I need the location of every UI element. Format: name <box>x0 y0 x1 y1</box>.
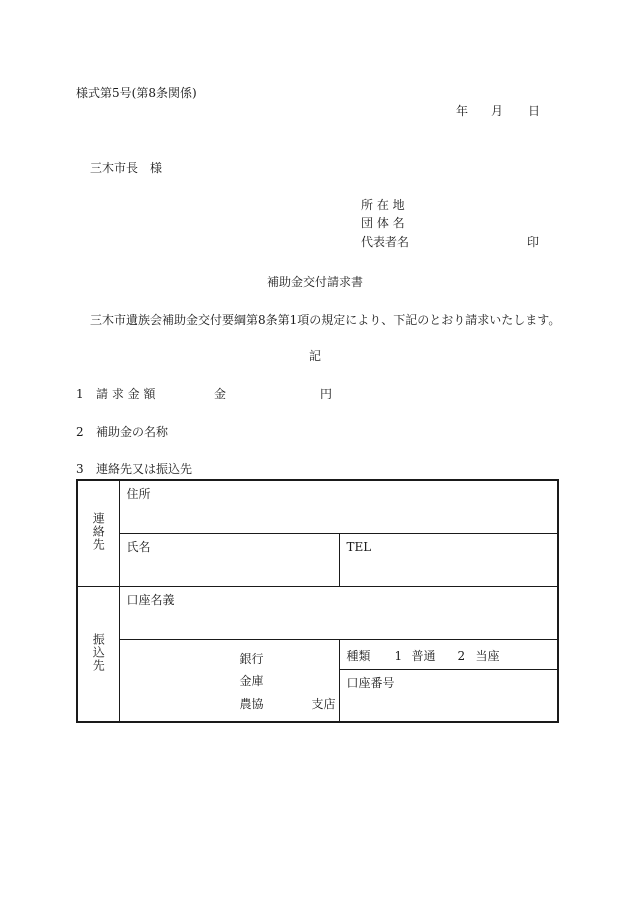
contact-transfer-table <box>76 479 559 723</box>
type-opt2-label: 当座 <box>475 648 500 663</box>
account-type-label: 種類 <box>346 648 371 663</box>
item2-label: 補助金の名称 <box>96 425 169 439</box>
address-label: 所 在 地 <box>361 198 405 212</box>
bank-label: 銀行 <box>239 651 264 666</box>
item3-number: 3 <box>76 462 84 476</box>
transfer-heading-cell <box>77 586 119 722</box>
item3-label: 連絡先又は振込先 <box>96 462 193 476</box>
name-field-label: 氏名 <box>126 539 151 554</box>
address-field-label: 住所 <box>126 487 151 501</box>
nokyo-label: 農協 <box>239 696 264 711</box>
representative-label: 代表者名 <box>361 235 410 249</box>
type-opt1-label: 普通 <box>411 648 436 663</box>
type-opt2-number: 2 <box>457 648 466 663</box>
institution-cell[interactable] <box>119 639 339 722</box>
item1-kin: 金 <box>214 387 227 401</box>
account-name-field-label: 口座名義 <box>126 592 175 607</box>
tel-field-label: TEL <box>346 539 372 554</box>
date-year-label: 年 <box>456 104 469 118</box>
org-name-label: 団 体 名 <box>361 216 405 230</box>
document-title: 補助金交付請求書 <box>266 275 363 289</box>
item1-label: 請 求 金 額 <box>96 387 156 401</box>
date-day-label: 日 <box>528 104 541 118</box>
ki-heading: 記 <box>309 349 322 363</box>
date-month-label: 月 <box>491 104 504 118</box>
item1-en: 円 <box>320 387 333 401</box>
addressee: 三木市長 様 <box>90 161 163 175</box>
transfer-heading: 振込先 <box>91 632 106 672</box>
contact-heading-cell <box>77 480 119 586</box>
address-cell[interactable] <box>119 480 558 533</box>
item2-number: 2 <box>76 425 84 439</box>
item1-number: 1 <box>76 387 84 401</box>
contact-heading: 連絡先 <box>91 512 106 552</box>
seal-mark: 印 <box>527 235 540 249</box>
account-number-field-label: 口座番号 <box>346 675 395 690</box>
name-cell[interactable] <box>119 533 339 586</box>
form-number: 様式第5号(第8条関係) <box>76 86 197 100</box>
account-name-cell[interactable] <box>119 586 558 639</box>
account-number-cell[interactable] <box>339 669 558 722</box>
body-text: 三木市遺族会補助金交付要綱第8条第1項の規定により、下記のとおり請求いたします。 <box>90 313 561 327</box>
account-type-cell[interactable] <box>339 639 558 669</box>
branch-label: 支店 <box>311 696 336 711</box>
tel-cell[interactable] <box>339 533 558 586</box>
type-opt1-number: 1 <box>394 648 403 663</box>
shinkin-label: 金庫 <box>239 673 264 688</box>
